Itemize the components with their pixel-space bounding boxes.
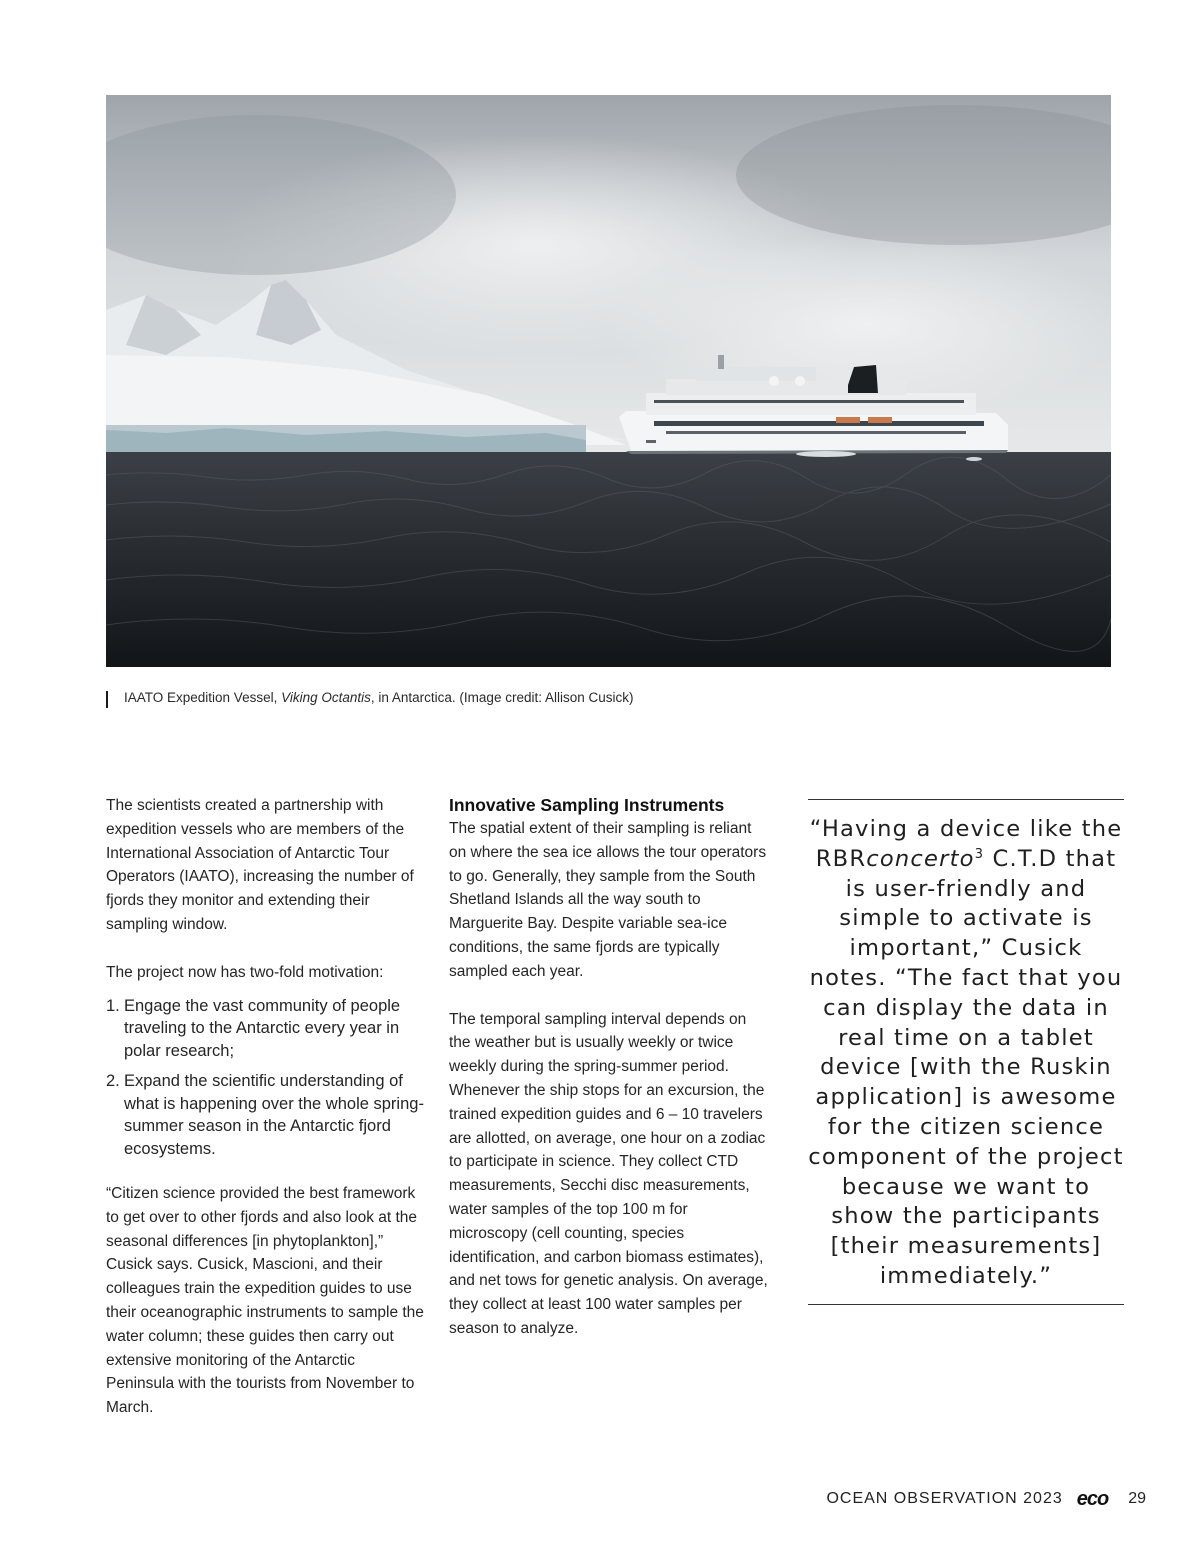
caption-marker xyxy=(106,691,108,708)
ship-photo-illustration xyxy=(106,95,1111,667)
quote-device-name: concerto xyxy=(866,845,975,872)
photo-caption xyxy=(106,688,634,708)
caption-credit: , in Antarctica. (Image credit: Allison Cusick) xyxy=(370,690,634,705)
section-heading: Innovative Sampling Instruments xyxy=(449,795,725,815)
page-footer xyxy=(826,1488,1146,1510)
quote-part-1: “Having a device like the RBR xyxy=(809,816,1123,872)
list-number: 2. xyxy=(106,1072,120,1091)
body-paragraph: “Citizen science provided the best framework to get over to other fjords and also look at the seasonal differences [in phytoplankton],” Cusick says. Cusick, Mascioni, and their colleagues train the expedition guides to use their oceanographic instruments to sample the water column; these guides then carry out extensive monitoring of the Antarctic Peninsula with the tourists from November to March. xyxy=(106,1185,424,1417)
list-item xyxy=(106,1070,426,1160)
publication-title: OCEAN OBSERVATION 2023 xyxy=(826,1490,1063,1507)
body-paragraph: The scientists created a partnership with expedition vessels who are members of the International Association of Antarctic Tour Operators (IAATO), increasing the number of fjords they monitor and extending their sampling window. xyxy=(106,797,414,933)
list-number: 1. xyxy=(106,996,120,1015)
body-paragraph: The temporal sampling interval depends on the weather but is usually weekly or twice weekly during the spring-summer period. Whenever the ship stops for an excursion, the trained expedition guides and 6 – 10 travelers are allotted, on average, one hour on a zodiac to participate in science. They collect CTD measurements, Secchi disc measurements, water samples of the top 100 m for microscopy (cell counting, species identification, and carbon biomass estimates), and net tows for genetic analysis. On average, they collect at least 100 water samples per season to analyze. xyxy=(449,1010,768,1337)
quote-part-2: C.T.D that is user-friendly and simple to activate is important,” Cusick notes. “The fact that you can display the data in real time on a tablet device [with the Ruskin application] is awesome for the citizen science component of the project because we want to show the participants [their measurements] immediately.” xyxy=(808,845,1124,1289)
quote-superscript: 3 xyxy=(974,846,985,862)
body-paragraph: The project now has two-fold motivation: xyxy=(106,963,384,981)
article-column-1 xyxy=(106,794,426,1444)
pull-quote-text xyxy=(808,815,1124,1292)
list-item-text: Engage the vast community of people traveling to the Antarctic every year in polar research; xyxy=(124,996,401,1060)
antarctica-ship-photo xyxy=(106,95,1111,667)
article-column-2 xyxy=(449,794,769,1365)
page-number: 29 xyxy=(1128,1490,1146,1507)
caption-text: IAATO Expedition Vessel, xyxy=(124,690,282,705)
eco-logo: eco xyxy=(1076,1487,1109,1510)
pull-quote xyxy=(808,799,1124,1305)
motivation-list xyxy=(106,995,426,1161)
list-item-text: Expand the scientific understanding of what is happening over the whole spring-summer season in the Antarctic fjord ecosystems. xyxy=(124,1072,424,1158)
list-item xyxy=(106,995,426,1063)
body-paragraph: The spatial extent of their sampling is reliant on where the sea ice allows the tour operators to go. Generally, they sample from the South Shetland Islands all the way south to Marguerite Bay. Despite variable sea-ice conditions, the same fjords are typically sampled each year. xyxy=(449,820,767,980)
caption-vessel-name: Viking Octantis xyxy=(281,690,371,705)
